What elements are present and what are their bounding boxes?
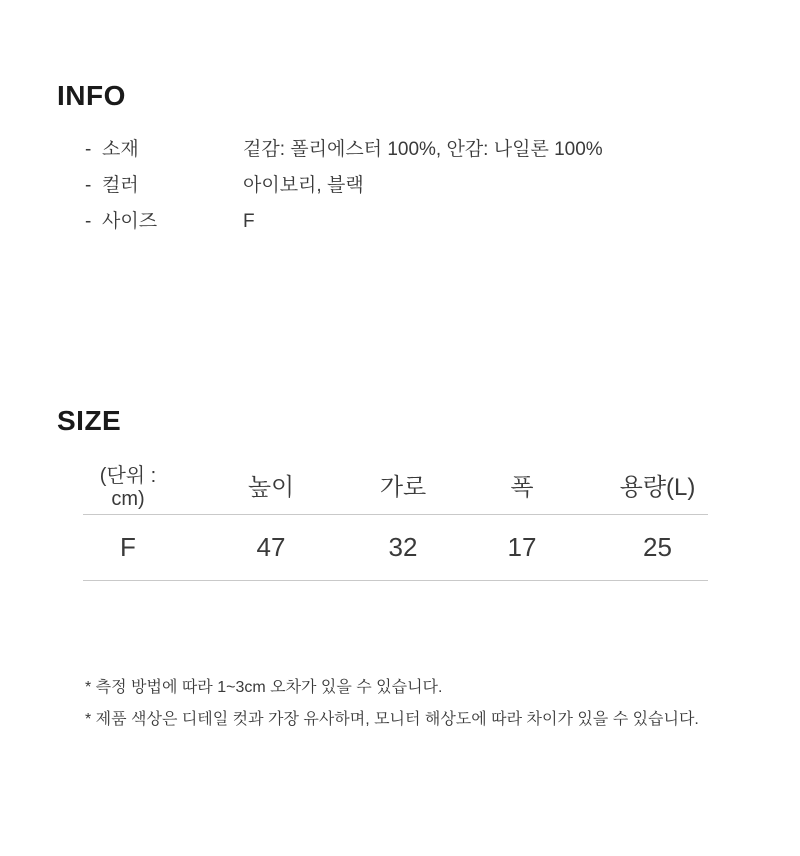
info-row-value: F [243, 211, 255, 232]
size-table-data-row [83, 514, 708, 580]
size-table [83, 456, 708, 581]
info-row-material [85, 132, 745, 168]
info-row-value: 아이보리, 블랙 [243, 175, 364, 196]
info-row-label: 사이즈 [102, 211, 158, 232]
size-notes [85, 672, 765, 736]
size-table-cell-width: 32 [388, 531, 418, 562]
info-rows [85, 132, 745, 240]
size-table-cell-capacity: 25 [643, 531, 672, 562]
bullet-dash: - [85, 175, 92, 196]
info-heading: INFO [57, 80, 126, 111]
bullet-dash: - [85, 211, 92, 232]
size-table-header-capacity: 용량(L) [619, 474, 696, 502]
info-row-label: 컬러 [102, 175, 139, 196]
size-note-color-disclaimer: * 제품 색상은 디테일 컷과 가장 유사하며, 모니터 해상도에 따라 차이가 있을 수 있습니다. [85, 711, 699, 728]
size-note-measurement: * 측정 방법에 따라 1~3cm 오차가 있을 수 있습니다. [85, 679, 443, 696]
size-table-cell-depth: 17 [507, 531, 537, 562]
size-table-cell-size: F [120, 531, 136, 562]
bullet-dash: - [85, 139, 92, 160]
info-row-size [85, 204, 745, 240]
size-table-cell-height: 47 [256, 531, 286, 562]
info-row-label: 소재 [102, 139, 139, 160]
size-table-header-depth: 폭 [510, 474, 534, 502]
size-table-header-width: 가로 [379, 474, 427, 502]
info-row-value: 겉감: 폴리에스터 100%, 안감: 나일론 100% [243, 139, 603, 160]
info-row-color [85, 168, 745, 204]
size-table-header-row [83, 456, 708, 514]
size-heading: SIZE [57, 405, 122, 436]
size-table-header-unit: (단위 : cm) [99, 464, 157, 510]
size-table-header-height: 높이 [247, 474, 295, 502]
